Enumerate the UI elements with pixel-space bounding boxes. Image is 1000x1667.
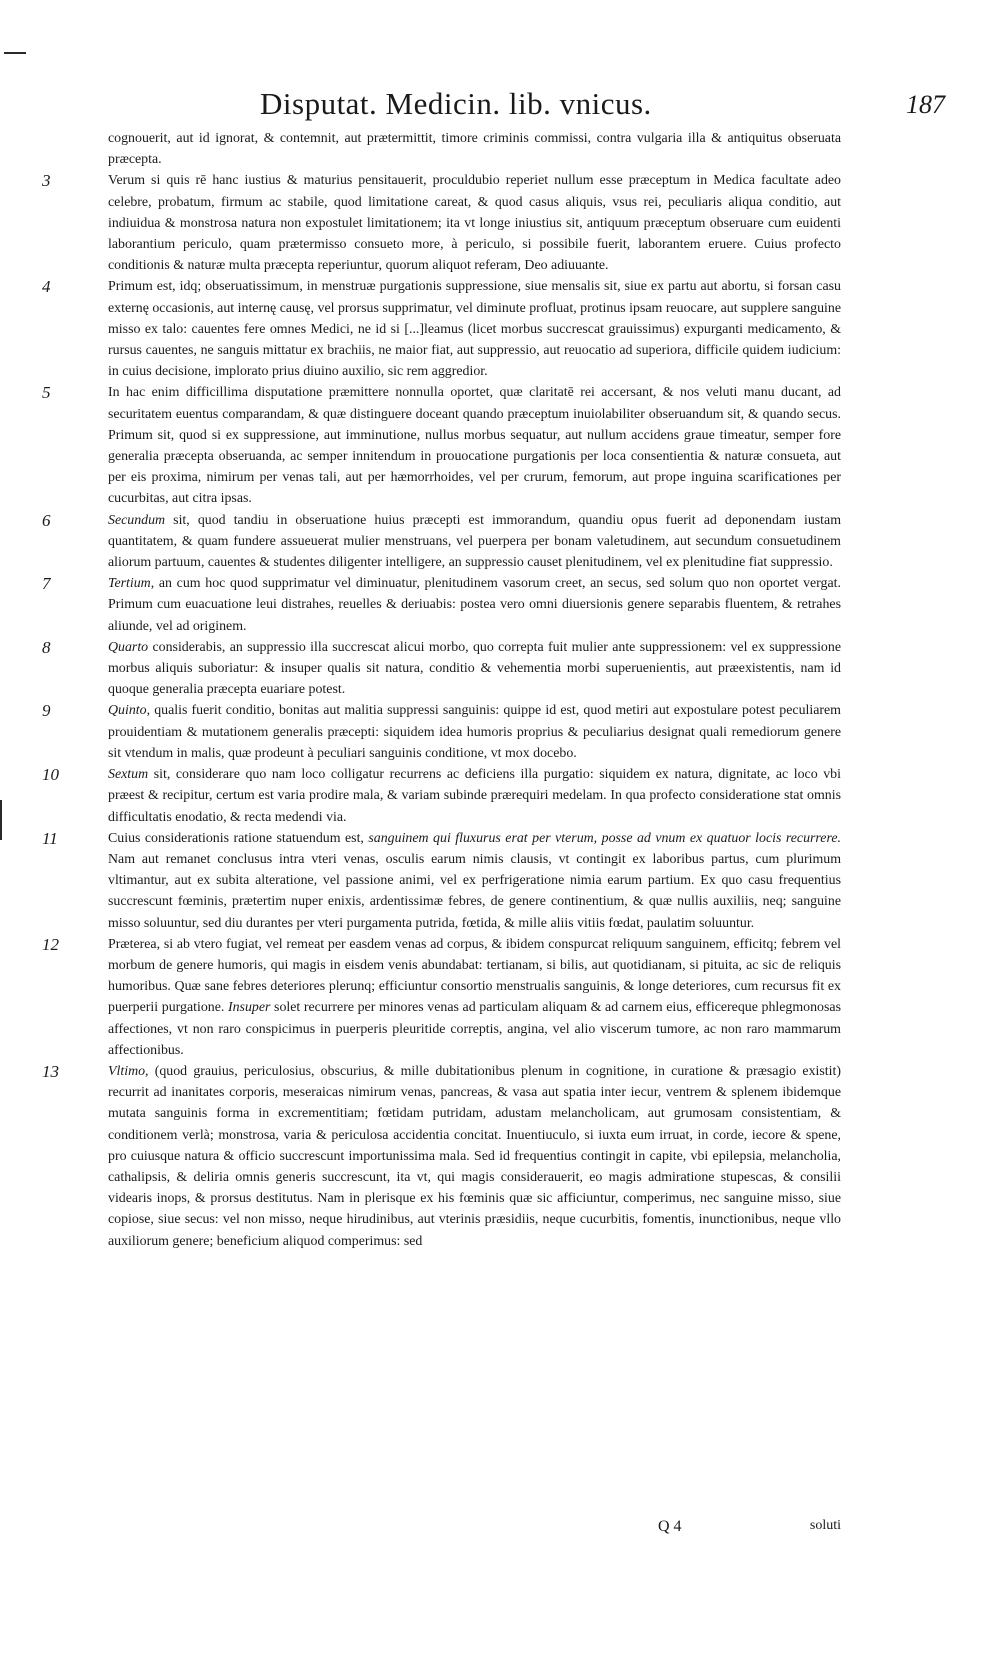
catchword: soluti	[809, 1518, 841, 1533]
page-number: 187	[906, 90, 945, 119]
paragraph-text: cognouerit, aut id ignorat, & contemnit, aut prætermittit, timore criminis commissi, contra vulgaria illa & antiquitus obseruata præcepta.	[108, 131, 841, 168]
margin-number: 13	[42, 1061, 59, 1081]
paragraph-text: Verum si quis rē hanc iustius & maturius pensitauerit, proculdubio reperiet nullum esse præceptum in Medica facultate adeo celebre, probatum, firmum ac stabile, quod limitatione careat, & quod casus aliquis, vsus rei, peculiaris aliqua conditio, aut indiuidua & monstrosa natura non expostulet limitationem; ita vt longe iniustius sit, antiquum præceptum obseruare cum euidenti laborantium periculo, quam prætermisso consueto more, à periculo, si possibile fuerit, laborantem eruere. Cuius profecto conditionis & naturæ multa præcepta reperiuntur, quorum aliquot referam, Deo adiuuante.	[108, 173, 841, 274]
paragraph-tail: Nam aut remanet conclusus intra vteri venas, osculis earum nimis clausis, vt contingit ex laboribus partus, cum plurimum vltimantur, aut ex subita alteratione, vel passione animi, vel ex perfrigeratione nimia earum partium. Ex quo casu frequentius succrescunt fœminis, prætertim nuper enixis, ardentissimæ febres, de genere continentium, & quæ nullis auxiliis, neq; sanguine misso soluuntur, sed diu durantes per vteri purgamenta putrida, fœtida, & mille aliis vitiis fœdat, paulatim soluuntur.	[108, 851, 841, 931]
paragraph-11	[42, 828, 842, 934]
paragraph-5	[42, 382, 841, 509]
paragraph-7	[42, 573, 841, 637]
margin-number: 7	[42, 574, 51, 594]
paragraph-lead: Vltimo	[108, 1063, 146, 1079]
paragraph-tail: solet recurrere per minores venas ad particulam aliquam & ad carnem eius, efficereque phlegmonosas affectiones, vt non raro conspicimus in puerperis pleuritide correptis, angina, vel alio viscerum tumore, ac non raro mammarum affectionibus.	[108, 1000, 841, 1058]
paragraph-text: sit, quod tandiu in obseruatione huius præcepti est immorandum, quandiu opus fuerit ad deponendam iustam quantitatem, & quam fundere assueuerat mulier menstruans, vel puerpera per bonam valetudinem, aut secundum consuetudinem aliorum partuum, cauentes & studentes diligenter intelligere, an suppressio causet plenitudinem, vel ex plenitudine fiat suppressio.	[108, 512, 841, 571]
paragraph-lead: Sextum	[108, 767, 149, 783]
margin-rule-mark	[4, 52, 26, 54]
paragraph-italic: Insuper	[227, 1000, 271, 1016]
paragraph-text: considerabis, an suppressio illa succrescat alicui morbo, quo correpta fuit mulier ante suppressionem: vel ex suppressione morbus aliquis suboriatur: & insuper qualis sit natura, conditio & vehementia morbi superuenientis, aut præexistentis, nam id quoque generalia præcepta euariare potest.	[108, 639, 841, 698]
paragraph-12	[42, 934, 841, 1061]
paragraph-text: In hac enim difficillima disputatione præmittere nonnulla oportet, quæ claritatē rei accersant, & nos veluti manu ducant, ad securitatem euentus comparandam, & quæ distinguere doceant quando præceptum inuiolabiliter obseruandum sit, & quando secus. Primum sit, quod si ex suppressione, aut imminutione, nullus morbus sequatur, aut nullum accidens graue timeatur, semper fore generalia præcepta obseruanda, ac semper innitendum in prouocatione purgationis per loca consentientia & naturæ consueta, aut per eis proxima, nimirum per venas tali, aut per hæmorrhoides, vel per crurum, femorum, aut prope inguina scarificationes per cucurbitas, aut citra ipsas.	[108, 385, 841, 507]
margin-number: 11	[42, 828, 58, 848]
paragraph-text: sit, considerare quo nam loco colligatur recurrens ac deficiens illa purgatio: siquidem ex natura, dignitate, ac loco vbi præest & recipitur, certum est varia prodire mala, & variam subinde prærequiri medelam. In qua profecto consideratione stat omnis difficultatis enodatio, & recta medendi via.	[108, 767, 841, 825]
page-footer	[108, 1518, 841, 1542]
margin-number: 12	[42, 934, 59, 954]
paragraph-13	[42, 1061, 841, 1252]
paragraph-text: , an cum hoc quod supprimatur vel diminuatur, plenitudinem vasorum creet, an secus, sed solum quo non oportet vergat. Primum cum euacuatione leui distrahes, reuelles & deriuabis: postea vero omni diuersionis genere separabis fluentem, & retrahes aliunde, vel ad originem.	[108, 576, 841, 634]
running-title: Disputat. Medicin. lib. vnicus.	[260, 86, 652, 121]
paragraph-text: , qualis fuerit conditio, bonitas aut malitia suppressi sanguinis: quippe id est, quod metiri aut expostulare potest peculiarem prouidentiam & mutationem generalis præcepti: siquidem idea humoris proprius & peculiarius designat quali remediorum genere sit vtendum in malis, quæ prodeunt à peculiari sanguinis conditione, vt mox docebo.	[108, 703, 841, 761]
margin-number: 6	[42, 510, 51, 530]
margin-number: 8	[42, 637, 51, 657]
margin-number: 5	[42, 383, 51, 403]
paragraph-text: , (quod grauius, periculosius, obscurius, & mille dubitationibus plenum in cognitione, in curatione & præsagio existit) recurrit ad inanitates corporis, meseraicas nimirum venas, pancreas, & vasa aut spatia inter iecur, ventrem & splenem ibidemque mutata sanguinis forma in excrementitiam; fœtidam putridam, adustam melancholicam, aut grumosam consistentiam, & conditionem verlà; monstrosa, varia & periculosa accidentia concitat. Inuentiuculo, si iuxta eum irruat, in corde, iecore & spene, pro cuiusque natura & officio succrescunt importunissima mala. Sed id frequentius contingit in capite, vbi epilepsia, melancholia, cathalipsis, & deliria omnis generis succrescunt, ita vt, qui magis considerauerit, eo magis admiratione stupescas, & consilii videaris inops, & prorsus destitutus. Nam in plerisque ex his fœminis quæ sic afficiuntur, comperimus, nec sanguine misso, siue copiose, siue secus: vel non misso, neque hirudinibus, aut vterinis præsidiis, neque cucurbitis, fomentis, inunctionibus, neque vllo auxiliorum genere; beneficium aliquod comperimus: sed	[108, 1063, 841, 1249]
paragraph-lead: Secundum	[108, 512, 166, 528]
margin-number: 4	[42, 277, 51, 297]
paragraph-text: Cuius considerationis ratione statuendum est,	[108, 830, 369, 846]
paragraph-italic: sanguinem qui fluxurus erat per vterum, posse ad vnum ex quatuor locis recurrere.	[368, 830, 842, 846]
paragraph-lead: Quarto	[108, 639, 149, 655]
paragraph-10	[42, 764, 841, 828]
paragraph-lead: Tertium	[108, 576, 151, 592]
margin-number: 10	[42, 765, 59, 785]
page-header	[0, 86, 1000, 126]
body-text	[42, 128, 842, 1252]
paragraph-3	[42, 170, 841, 276]
paragraph-8	[42, 637, 841, 701]
paragraph-4	[42, 276, 841, 382]
paragraph-continuation	[108, 128, 841, 170]
paragraph-6	[42, 510, 841, 574]
paragraph-lead: Quinto	[108, 703, 147, 719]
paragraph-text: Primum est, idq; obseruatissimum, in menstruæ purgationis suppressione, siue mensalis sit, siue ex partu aut abortu, si forsan casu externę occasionis, aut internę causę, vel prorsus supprimatur, vel diminute profluat, protinus ipsam reuocare, aut supplere sanguine misso ex talo: cauentes fere omnes Medici, ne id si [...]leamus (licet morbus succrescat grauissimus) expurganti medicamento, & rursus cauentes, ne sanguis mittatur ex brachiis, ne maior fiat, aut suppressio, aut reuocatio ad superiora, difficile quidem iudicium: in cuius decisione, implorato prius diuino auxilio, sic rem aggredior.	[108, 279, 841, 380]
gutter-mark	[0, 800, 2, 840]
paragraph-9	[42, 700, 841, 764]
paragraph-text: Præterea, si ab vtero fugiat, vel remeat per easdem venas ad corpus, & ibidem conspurcat reliquum sanguinem, efficitq; febrem vel morbum de genere humoris, qui magis in eisdem venis abundabat: tertianam, si bilis, aut quotidianam, si pituita, ac sic de reliquis humoribus. Quæ sane febres deteriores plerunq; efficiuntur consortio menstrualis sanguinis, & longe deteriores, cum recursus fit ex puerperii purgatione.	[108, 936, 841, 1016]
signature-mark: Q 4	[658, 1518, 682, 1535]
margin-number: 3	[42, 171, 51, 191]
margin-number: 9	[42, 701, 51, 721]
